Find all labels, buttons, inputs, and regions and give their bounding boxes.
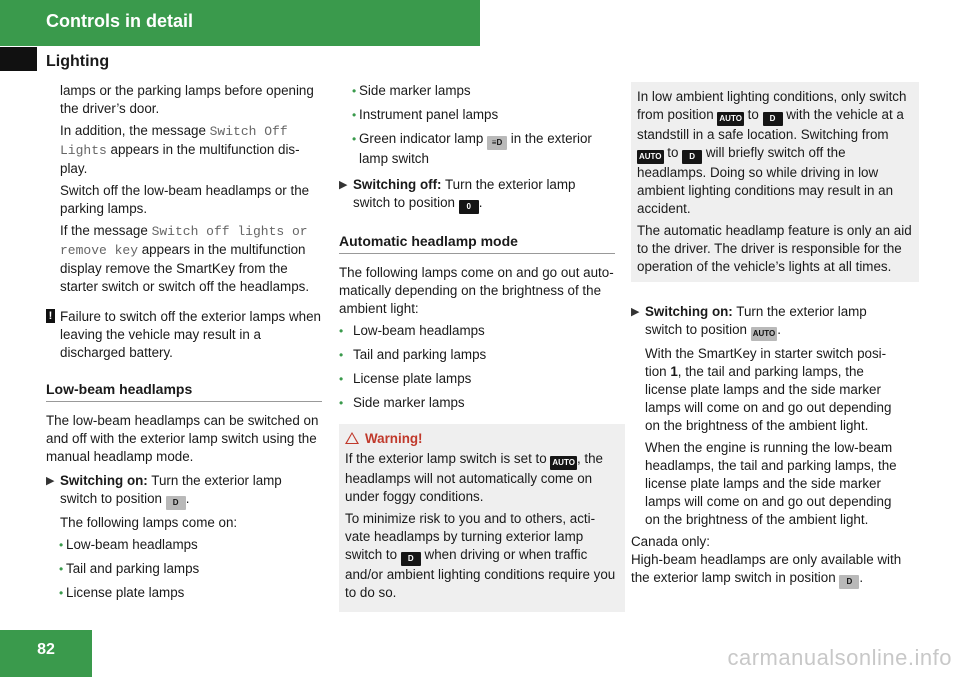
paragraph: lamps or the parking lamps before opening the driver’s door. [60,83,314,116]
low-beam-icon: D [763,112,783,126]
paragraph: With the SmartKey in starter switch posi-tion 1, the tail and parking lamps, the license plate lamps and the side marker lamps will come on and go out depending on the brightness of the ambient light. [645,346,892,433]
section-title: Lighting [46,53,110,70]
paragraph: In addition, the message Switch Off Lights appears in the multifunction dis-play. [60,123,300,176]
column-1 [46,82,322,608]
chapter-title: Controls in detail [46,11,194,31]
position-zero-icon: 0 [459,200,479,214]
action-step: ▶ Switching on: Turn the exterior lamp switch to position AUTO . [631,303,907,341]
paragraph: Canada only: [631,534,710,549]
list-item: • Tail and parking lamps [46,560,322,578]
paragraph: The automatic headlamp feature is only an aid to the driver. The driver is responsible for the operation of the vehicle’s lights at all times. [637,223,912,274]
paragraph: Switch off the low-beam headlamps or the parking lamps. [60,183,310,216]
paragraph: The following lamps come on and go out auto-matically depending on the brightness of the ambient light: [339,265,614,316]
list-item: • Side marker lamps [339,82,615,100]
paragraph: If the exterior lamp switch is set to AUTO , the headlamps will not automatically come on under foggy conditions. [345,451,603,504]
action-step: ▶ Switching on: Turn the exterior lamp switch to position D . [46,472,322,510]
auto-icon: AUTO [717,112,744,126]
list-item: • Green indicator lamp ≡D in the exterior lamp switch [339,130,615,168]
list-item: • Side marker lamps [339,394,615,412]
page-number: 82 [0,630,92,677]
header-bar [0,0,480,46]
warning-box [339,424,625,612]
auto-icon: AUTO [751,327,778,341]
paragraph: The low-beam headlamps can be switched on and off with the exterior lamp switch using the manual headlamp mode. [46,413,319,464]
watermark: carmanualsonline.info [727,645,952,670]
arrow-icon: ▶ [46,475,55,487]
action-step: ▶ Switching off: Turn the exterior lamp switch to position 0 . [339,176,615,214]
arrow-icon: ▶ [339,179,348,191]
paragraph: The following lamps come on: [60,515,238,530]
info-box [631,82,919,282]
section-marker [0,47,37,71]
list-item: • License plate lamps [339,370,615,388]
low-beam-icon: D [401,552,421,566]
paragraph: To minimize risk to you and to others, acti-vate headlamps by turning exterior lamp switch to D when driving or when traffic and/or ambient lighting conditions require you to do so. [345,511,616,600]
list-item: • Low-beam headlamps [46,536,322,554]
notice: ! Failure to switch off the exterior lamps when leaving the vehicle may result in a discharged battery. [46,308,322,362]
indicator-lamp-icon: ≡D [487,136,507,150]
list-item: • Instrument panel lamps [339,106,615,124]
paragraph: When the engine is running the low-beam headlamps, the tail and parking lamps, the license plate lamps and the side marker lamps will come on and go out depending on the brightness of the ambient light. [645,440,897,527]
paragraph: If the message Switch off lights or remove key appears in the multifunction display remove the SmartKey from the starter switch or switch off the headlamps. [60,223,310,294]
display-message: Switch Off Lights [60,124,288,158]
low-beam-icon: D [839,575,859,589]
auto-icon: AUTO [550,456,577,470]
exclamation-icon: ! [46,309,55,323]
heading-automatic: Automatic headlamp mode [339,232,615,254]
low-beam-icon: D [166,496,186,510]
low-beam-icon: D [682,150,702,164]
warning-title: Warning! [345,430,619,448]
warning-icon [345,432,359,444]
heading-low-beam: Low-beam headlamps [46,380,322,402]
arrow-icon: ▶ [631,306,640,318]
column-3 [631,303,907,593]
auto-icon: AUTO [637,150,664,164]
list-item: • Tail and parking lamps [339,346,615,364]
list-item: • License plate lamps [46,584,322,602]
paragraph: High-beam headlamps are only available with the exterior lamp switch in position D . [631,551,907,589]
list-item: • Low-beam headlamps [339,322,615,340]
paragraph: In low ambient lighting conditions, only switch from position AUTO to D with the vehicle at a standstill in a safe location. Switching from AUTO to D will briefly switch off the headlamps. Doing so while driving in low ambient lighting conditions may result in an accident. [637,89,907,216]
column-2 [339,82,615,418]
display-message: Switch off lights or remove key [60,224,308,258]
